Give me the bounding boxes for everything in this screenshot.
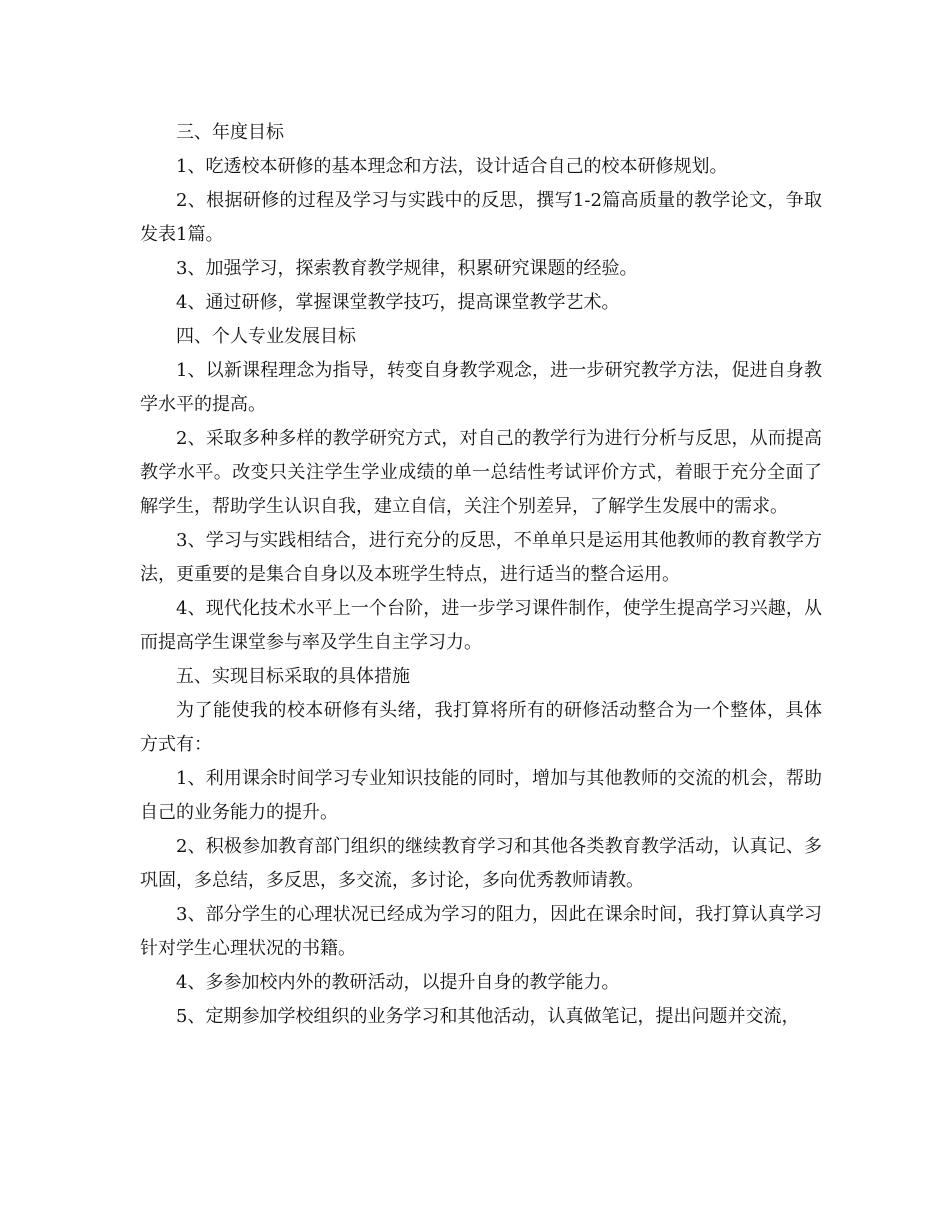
paragraph: 4、现代化技术水平上一个台阶，进一步学习课件制作，使学生提高学习兴趣，从而提高学生课堂参与率及学生自主学习力。 xyxy=(140,598,822,653)
paragraph: 3、部分学生的心理状况已经成为学习的阻力，因此在课余时间，我打算认真学习针对学生心理状况的书籍。 xyxy=(140,904,822,959)
paragraph: 4、通过研修，掌握课堂教学技巧，提高课堂教学艺术。 xyxy=(176,292,620,313)
paragraph: 2、积极参加教育部门组织的继续教育学习和其他各类教育教学活动，认真记、多巩固，多总结，多反思，多交流，多讨论，多向优秀教师请教。 xyxy=(140,836,822,891)
section-heading-annual-goals: 三、年度目标 xyxy=(176,122,284,143)
paragraph: 3、学习与实践相结合，进行充分的反思，不单单只是运用其他教师的教育教学方法，更重要的是集合自身以及本班学生特点，进行适当的整合运用。 xyxy=(140,530,822,585)
paragraph: 2、根据研修的过程及学习与实践中的反思，撰写1-2篇高质量的教学论文，争取发表1篇。 xyxy=(140,190,822,245)
section-heading-measures: 五、实现目标采取的具体措施 xyxy=(176,666,410,687)
paragraph: 4、多参加校内外的教研活动，以提升自身的教学能力。 xyxy=(176,972,620,993)
paragraph: 为了能使我的校本研修有头绪，我打算将所有的研修活动整合为一个整体，具体方式有： xyxy=(140,700,822,755)
paragraph: 2、采取多种多样的教学研究方式，对自己的教学行为进行分析与反思，从而提高教学水平。改变只关注学生学业成绩的单一总结性考试评价方式，着眼于充分全面了解学生，帮助学生认识自我，建立自信，关注个别差异，了解学生发展中的需求。 xyxy=(140,428,822,517)
paragraph: 1、利用课余时间学习专业知识技能的同时，增加与其他教师的交流的机会，帮助自己的业务能力的提升。 xyxy=(140,768,822,823)
paragraph: 1、以新课程理念为指导，转变自身教学观念，进一步研究教学方法，促进自身教学水平的提高。 xyxy=(140,360,822,415)
document-body xyxy=(140,116,822,1034)
section-heading-personal-development: 四、个人专业发展目标 xyxy=(176,326,356,347)
paragraph: 5、定期参加学校组织的业务学习和其他活动，认真做笔记，提出问题并交流， xyxy=(176,1006,800,1027)
paragraph: 1、吃透校本研修的基本理念和方法，设计适合自己的校本研修规划。 xyxy=(176,156,728,177)
paragraph: 3、加强学习，探索教育教学规律，积累研究课题的经验。 xyxy=(176,258,638,279)
